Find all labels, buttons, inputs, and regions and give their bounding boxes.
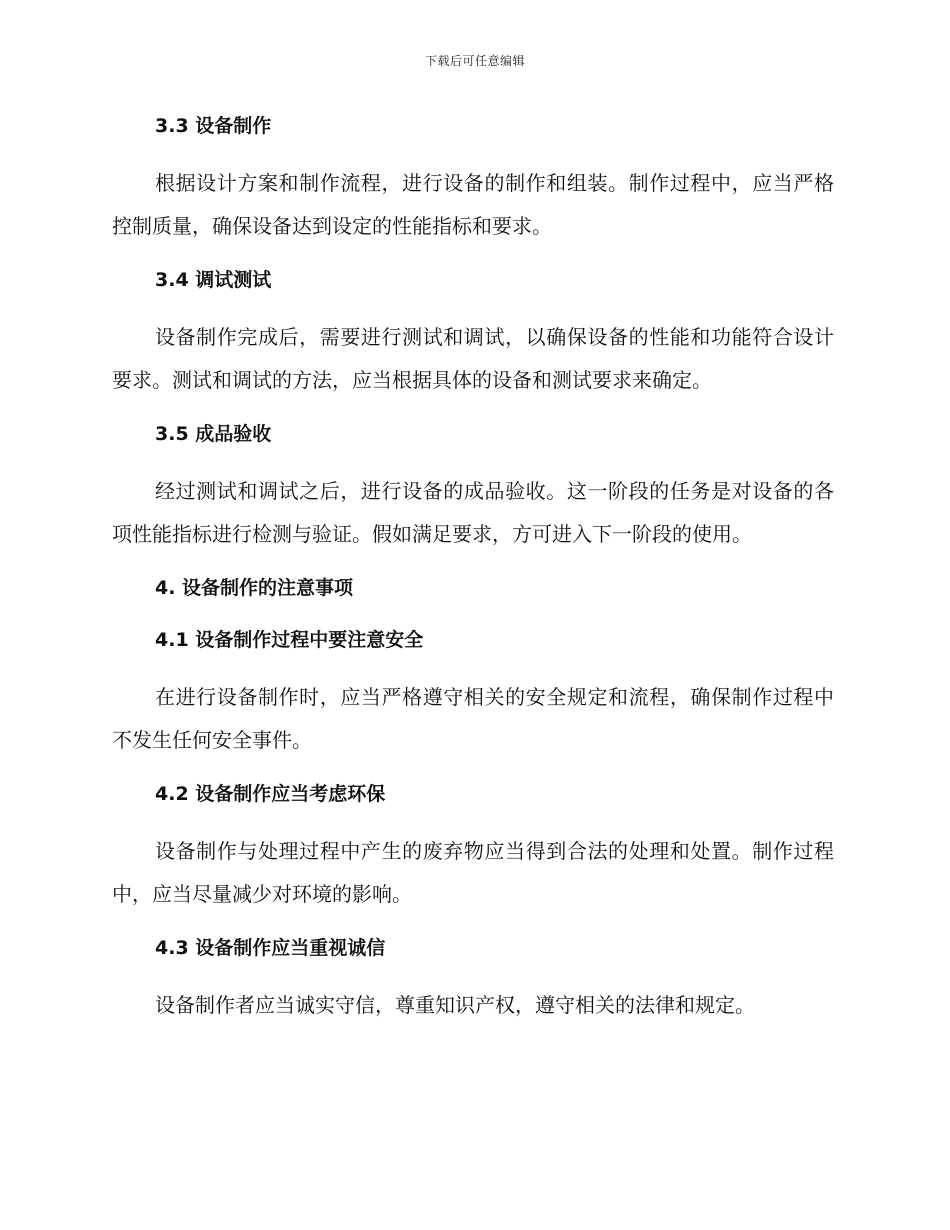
section-heading-3-5: 3.5 成品验收 — [155, 423, 272, 445]
section-heading-4-2: 4.2 设备制作应当考虑环保 — [155, 783, 386, 805]
section-paragraph-3-4: 设备制作完成后，需要进行测试和调试，以确保设备的性能和功能符合设计要求。测试和调试的方法，应当根据具体的设备和测试要求来确定。 — [112, 325, 834, 392]
section-paragraph-4-3: 设备制作者应当诚实守信，尊重知识产权，遵守相关的法律和规定。 — [155, 993, 755, 1017]
section-heading-4-3: 4.3 设备制作应当重视诚信 — [155, 937, 386, 959]
document-body — [112, 110, 834, 1027]
section-heading-3-4: 3.4 调试测试 — [155, 269, 272, 291]
page-header: 下载后可任意编辑 — [424, 54, 525, 68]
section-heading-3-3: 3.3 设备制作 — [155, 115, 272, 137]
section-paragraph-3-3: 根据设计方案和制作流程，进行设备的制作和组装。制作过程中，应当严格控制质量，确保设备达到设定的性能指标和要求。 — [112, 171, 834, 238]
section-paragraph-4-2: 设备制作与处理过程中产生的废弃物应当得到合法的处理和处置。制作过程中，应当尽量减少对环境的影响。 — [112, 839, 834, 906]
section-paragraph-3-5: 经过测试和调试之后，进行设备的成品验收。这一阶段的任务是对设备的各项性能指标进行检测与验证。假如满足要求，方可进入下一阶段的使用。 — [112, 479, 834, 546]
section-heading-4: 4. 设备制作的注意事项 — [155, 577, 354, 599]
section-paragraph-4-1: 在进行设备制作时，应当严格遵守相关的安全规定和流程，确保制作过程中不发生任何安全事件。 — [112, 685, 834, 752]
section-heading-4-1: 4.1 设备制作过程中要注意安全 — [155, 629, 424, 651]
